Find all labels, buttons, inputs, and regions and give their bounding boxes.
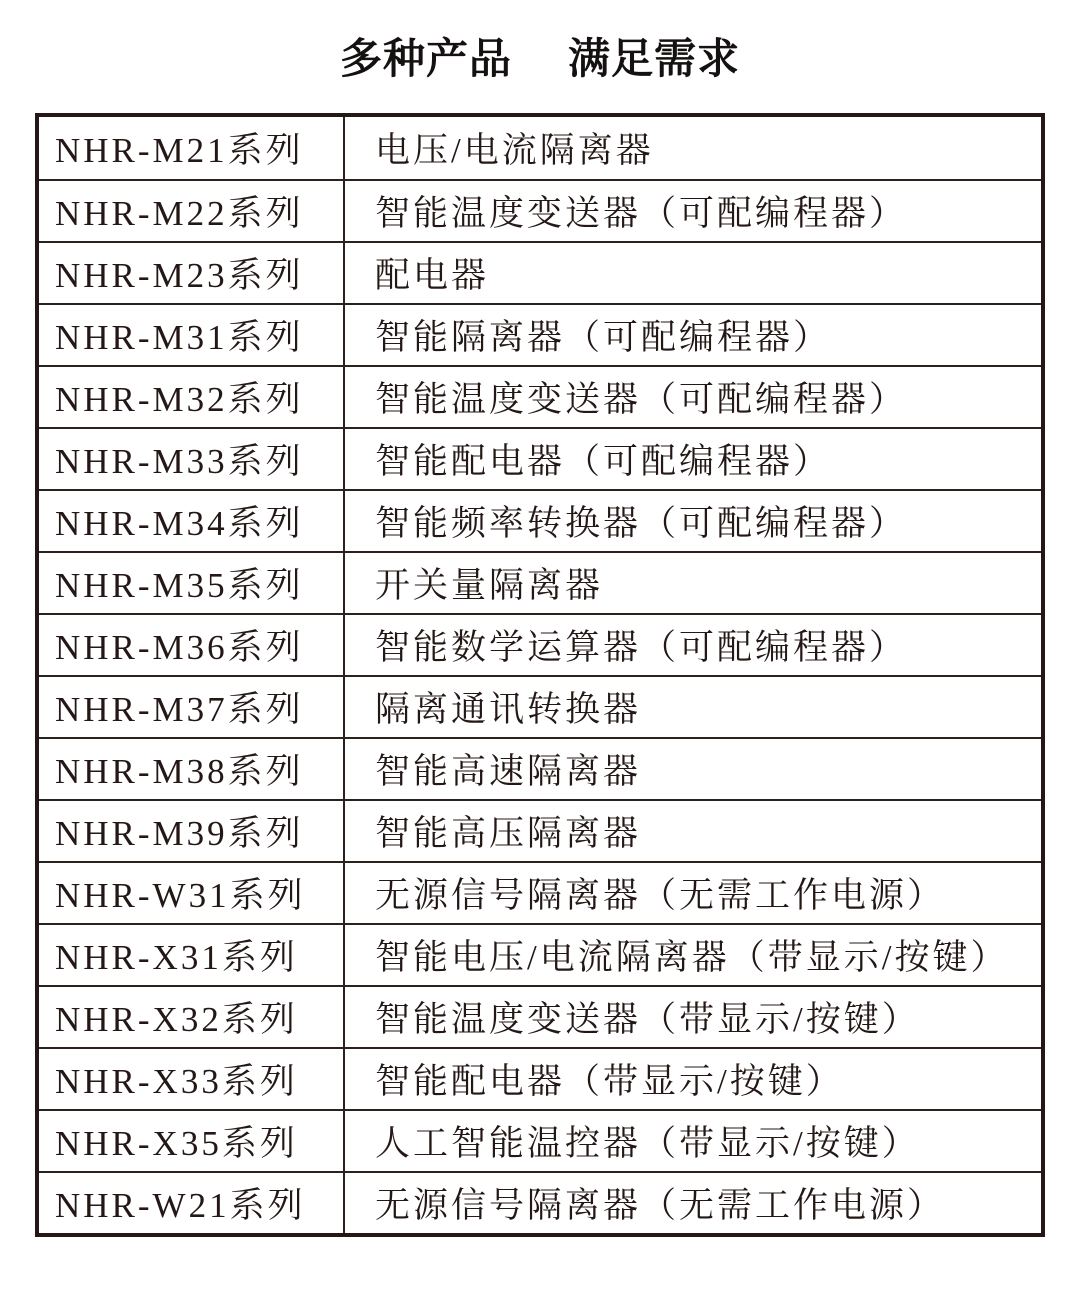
description-cell: 隔离通讯转换器 (375, 690, 642, 729)
series-cell: NHR-W31系列 (39, 863, 345, 923)
description-cell: 智能温度变送器（可配编程器） (375, 194, 908, 233)
series-cell: NHR-M34系列 (39, 491, 345, 551)
description-cell: 电压/电流隔离器 (375, 131, 654, 170)
series-cell: NHR-M37系列 (39, 677, 345, 737)
description-cell: 无源信号隔离器（无需工作电源） (375, 1186, 946, 1225)
table-row (39, 1109, 1041, 1171)
description-cell: 开关量隔离器 (375, 566, 604, 605)
description-cell: 智能高压隔离器 (375, 814, 642, 853)
table-row (39, 303, 1041, 365)
description-cell: 智能温度变送器（可配编程器） (375, 380, 908, 419)
page-title (0, 26, 1080, 86)
table-row (39, 489, 1041, 551)
table-row (39, 923, 1041, 985)
table-row (39, 799, 1041, 861)
table-row (39, 675, 1041, 737)
series-cell: NHR-M38系列 (39, 739, 345, 799)
table-row (39, 365, 1041, 427)
description-cell: 智能频率转换器（可配编程器） (375, 504, 908, 543)
series-cell: NHR-M32系列 (39, 367, 345, 427)
description-cell: 配电器 (375, 256, 490, 295)
table-row (39, 117, 1041, 179)
series-cell: NHR-M39系列 (39, 801, 345, 861)
table-row (39, 179, 1041, 241)
table-row (39, 427, 1041, 489)
series-cell: NHR-M23系列 (39, 243, 345, 303)
description-cell: 智能电压/电流隔离器（带显示/按键） (375, 938, 1009, 977)
table-row (39, 241, 1041, 303)
series-cell: NHR-M31系列 (39, 305, 345, 365)
description-cell: 智能温度变送器（带显示/按键） (375, 1000, 920, 1039)
table-row (39, 737, 1041, 799)
product-table (35, 113, 1045, 1237)
series-cell: NHR-X35系列 (39, 1111, 345, 1171)
page-title-part-2: 满足需求 (568, 35, 741, 82)
description-cell: 智能数学运算器（可配编程器） (375, 628, 908, 667)
series-cell: NHR-X31系列 (39, 925, 345, 985)
series-cell: NHR-X32系列 (39, 987, 345, 1047)
table-row (39, 1171, 1041, 1233)
table-row (39, 1047, 1041, 1109)
series-cell: NHR-W21系列 (39, 1173, 345, 1233)
page-title-part-1: 多种产品 (339, 35, 512, 82)
description-cell: 智能配电器（可配编程器） (375, 442, 832, 481)
table-row (39, 551, 1041, 613)
table-row (39, 861, 1041, 923)
series-cell: NHR-X33系列 (39, 1049, 345, 1109)
series-cell: NHR-M36系列 (39, 615, 345, 675)
table-row (39, 985, 1041, 1047)
table-row (39, 613, 1041, 675)
description-cell: 智能配电器（带显示/按键） (375, 1062, 844, 1101)
series-cell: NHR-M35系列 (39, 553, 345, 613)
description-cell: 无源信号隔离器（无需工作电源） (375, 876, 946, 915)
series-cell: NHR-M33系列 (39, 429, 345, 489)
description-cell: 智能高速隔离器 (375, 752, 642, 791)
series-cell: NHR-M22系列 (39, 181, 345, 241)
description-cell: 人工智能温控器（带显示/按键） (375, 1124, 920, 1163)
series-cell: NHR-M21系列 (39, 117, 345, 179)
description-cell: 智能隔离器（可配编程器） (375, 318, 832, 357)
